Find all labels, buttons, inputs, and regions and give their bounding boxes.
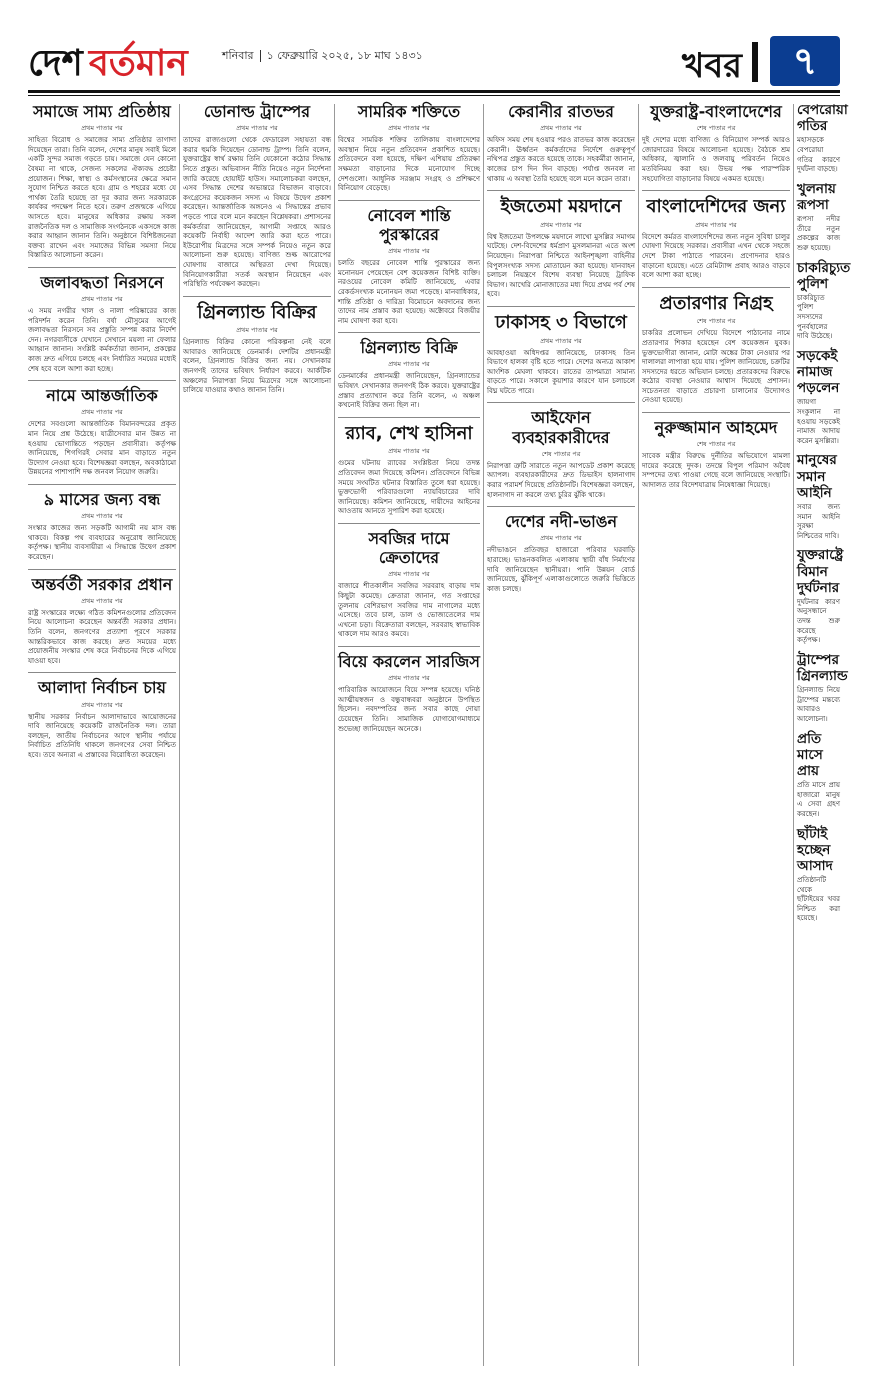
section-title: খবর [682,46,742,86]
continued-label: শেষ পাতার পর [696,440,736,449]
continued-label: প্রথম পাতার পর [81,700,123,709]
story-body: সংস্কার কাজের জন্য সড়কটি আগামী নয় মাস বন্ধ থাকবে। বিকল্প পথ ব্যবহারের অনুরোধ জানিয়েছে কর্তৃপক্ষ। স্থানীয় ব্যবসায়ীরা এ সিদ্ধান্তে উদ্বেগ প্রকাশ করেছেন। [28,524,176,561]
story-body: স্থানীয় সরকার নির্বাচন আলাদাভাবে আয়োজনের দাবি জানিয়েছে কয়েকটি রাজনৈতিক দল। তারা বলছেন, জাতীয় নির্বাচনের আগে স্থানীয় পর্যায়ে নির্বাচিত প্রতিনিধি থাকলে জনগণের সেবা নিশ্চিত হবে। তবে অন্যরা এ প্রস্তাবের বিরোধিতা করেছেন। [28,712,176,759]
story-body: দুর্ঘটনার কারণ অনুসন্ধানে তদন্ত শুরু করেছে কর্তৃপক্ষ। [797,597,840,645]
story-divider [183,296,331,297]
section-divider [752,42,758,82]
story-body: বাজারে শীতকালীন সবজির সরবরাহ বাড়ায় দাম কিছুটা কমেছে। ক্রেতারা জানান, গত সপ্তাহের তুলনায় বেশিরভাগ সবজির দাম নাগালের মধ্যে এসেছে। তবে চাল, ডাল ও ভোজ্যতেলের দাম এখনো চড়া। বিক্রেতারা বলছেন, সরবরাহ স্বাভাবিক থাকলে দাম আরও কমবে। [338,582,480,639]
story-divider [487,402,635,403]
continued-label: প্রথম পাতার পর [388,447,430,456]
story-body: বিশ্বের সামরিক শক্তির তালিকায় বাংলাদেশের অবস্থান নিয়ে নতুন প্রতিবেদন প্রকাশিত হয়েছে। প্রতিবেদনে বলা হয়েছে, দক্ষিণ এশিয়ায় প্রতিরক্ষা সক্ষমতা বাড়ানোর দিকে মনোযোগ দিচ্ছে দেশগুলো। আধুনিক সরঞ্জাম সংগ্রহ ও প্রশিক্ষণে বিনিয়োগ বেড়েছে। [338,136,480,193]
story-headline: ডোনাল্ড ট্রাম্পের [203,102,311,121]
story-headline: চাকরিচ্যুত পুলিশ [797,259,851,292]
story [487,512,635,594]
story-body: চাকরির প্রলোভন দেখিয়ে বিদেশে পাঠানোর নামে প্রতারণার শিকার হয়েছেন বেশ কয়েকজন যুবক। ভুক্তভোগীরা জানান, মোটা অঙ্কের টাকা নেওয়ার পর দালালরা লাপাত্তা হয়ে যায়। পুলিশ জানিয়েছে, চক্রটির সদস্যদের ধরতে অভিযান চলছে। প্রতারকদের বিরুদ্ধে কঠোর ব্যবস্থা নেওয়ার আশ্বাস দিয়েছে প্রশাসন। সচেতনতা বাড়াতে প্রচারণা চালানোর উদ্যোগও নেওয়া হয়েছে। [642,329,790,405]
story [28,102,176,261]
story-body: রাষ্ট্র সংস্কারের লক্ষ্যে গঠিত কমিশনগুলোর প্রতিবেদন নিয়ে আলোচনা করেছেন অন্তর্বর্তী সরকার প্রধান। তিনি বলেন, জনগণের প্রত্যাশা পূরণে সরকার আন্তরিকভাবে কাজ করছে। দ্রুত সময়ের মধ্যে প্রয়োজনীয় সংস্কার শেষ করে নির্বাচনের দিকে এগিয়ে যাওয়া হবে। [28,608,176,665]
column-5 [642,102,790,1367]
story [797,547,844,646]
story-divider [487,506,635,507]
story-headline: অন্তর্বর্তী সরকার প্রধান [31,574,173,594]
story [797,259,851,342]
story [28,678,176,760]
story-body: গুমের ঘটনায় র‌্যাবের সংশ্লিষ্টতা নিয়ে তদন্ত প্রতিবেদন জমা দিয়েছে কমিশন। প্রতিবেদনে বিভিন্ন সময়ে সংঘটিত ঘটনার বিস্তারিত তুলে ধরা হয়েছে। ভুক্তভোগী পরিবারগুলো ন্যায়বিচারের দাবি জানিয়েছে। কমিশন জানিয়েছে, দায়ীদের আইনের আওতায় আনতে সুপারিশ করা হয়েছে। [338,459,480,516]
column-4 [487,102,635,1367]
masthead [0,0,870,96]
story-body: এ সময় নগরীর খাল ও নালা পরিষ্কারের কাজ পরিদর্শন করেন তিনি। বর্ষা মৌসুমের আগেই জলাবদ্ধতা নিরসনে সব প্রস্তুতি সম্পন্ন করার নির্দেশ দেন। নগরবাসীকে যেখানে সেখানে ময়লা না ফেলার আহ্বান জানান। সংশ্লিষ্ট কর্মকর্তারা জানান, প্রকল্পের কাজ দ্রুত এগিয়ে চলছে এবং নির্ধারিত সময়ের মধ্যেই শেষ হবে বলে আশা করা হচ্ছে। [28,307,176,373]
story-body: পারিবারিক আয়োজনে বিয়ে সম্পন্ন হয়েছে। ঘনিষ্ঠ আত্মীয়স্বজন ও বন্ধুবান্ধবরা অনুষ্ঠানে উপস্থিত ছিলেন। নবদম্পতির জন্য সবার কাছে দোয়া চেয়েছেন তিনি। সামাজিক যোগাযোগমাধ্যমে শুভেচ্ছা জানিয়েছেন অনেকে। [338,686,480,733]
story [642,102,790,184]
story-body: মহাসড়কে বেপরোয়া গতির কারণে দুর্ঘটনা বাড়ছে। [797,136,840,174]
story-body: চাকরিচ্যুত পুলিশ সদস্যদের পুনর্বহালের দাবি উঠেছে। [797,293,833,341]
story-headline: সড়কেই নামাজ পড়লেন [797,347,840,397]
story [183,102,331,290]
story-headline: বিয়ে করলেন সারজিস [338,651,480,671]
story-headline: আইফোন ব্যবহারকারীদের [512,408,610,447]
newspaper-logo [28,40,188,82]
masthead-rule [28,90,840,93]
column-3 [338,102,480,1367]
story-divider [487,306,635,307]
story-divider [642,190,790,191]
story [338,206,480,327]
story-headline: মানুষের সমান আইনি [797,452,837,501]
story-headline: গ্রিনল্যান্ড বিক্রির [197,301,317,323]
story-divider [338,332,480,333]
story-divider [338,417,480,418]
story-headline: ঢাকাসহ ৩ বিভাগে [495,311,627,333]
story-body: বিদেশে কর্মরত বাংলাদেশিদের জন্য নতুন সুবিধা চালুর ঘোষণা দিয়েছে সরকার। প্রবাসীরা এখন থেকে সহজে দেশে টাকা পাঠাতে পারবেন। প্রণোদনার হারও বাড়ানো হয়েছে। এতে রেমিট্যান্স প্রবাহ আরও বাড়বে বলে আশা করা হচ্ছে। [642,232,790,280]
logo-part2: বর্তমান [88,43,188,84]
story [338,423,480,517]
story-headline: সবজির দামে ক্রেতাদের [368,529,450,568]
continued-label: প্রথম পাতার পর [388,570,430,579]
story [28,490,176,563]
story-body: সাহিত্য বিরোধ ও সমাজের সাম্য প্রতিষ্ঠার তাগাদা দিয়েছেন তারা। তিনি বলেন, দেশের মানুষ সবাই মিলে একটি সুন্দর সমাজ গড়তে চায়। সমাজে যেন কোনো বৈষম্য না থাকে, সেজন্য সকলের ঐক্যবদ্ধ প্রচেষ্টা প্রয়োজন। শিক্ষা, স্বাস্থ্য ও কর্মসংস্থানের ক্ষেত্রে সমান সুযোগ নিশ্চিত করতে হবে। গ্রাম ও শহরের মধ্যে যে পার্থক্য তৈরি হয়েছে তা দূর করার জন্য সরকারকে কার্যকর পদক্ষেপ নিতে হবে। তরুণ প্রজন্মকে এগিয়ে আসতে হবে। মানুষের অধিকার রক্ষায় সকল রাজনৈতিক দল ও সামাজিক সংগঠনকে একসঙ্গে কাজ করার আহ্বান জানান তিনি। অনুষ্ঠানে বিশিষ্টজনেরা বক্তব্য রাখেন এবং সমাজের বিভিন্ন সমস্যা নিয়ে বিস্তারিত আলোচনা করেন। [28,136,176,260]
story-headline: ৯ মাসের জন্য বন্ধ [43,490,161,509]
story-headline: নুরুজ্জামান আহমেদ [654,418,778,438]
story [487,196,635,300]
story [338,338,480,411]
story-body: প্রতিষ্ঠানটি থেকে ছাঁটাইয়ের খবর নিশ্চিত করা হয়েছে। [797,876,840,923]
story-divider [338,523,480,524]
column-2 [183,102,331,1367]
continued-label: প্রথম পাতার পর [540,220,582,229]
story [338,652,480,734]
story [797,102,848,175]
story-headline: নোবেল শান্তি পুরস্কারের [367,205,451,244]
story-body: প্রতি মাসে প্রায় হাজারো মানুষ এ সেবা গ্রহণ করছেন। [797,781,840,818]
story-headline: খুলনায় রূপসা [797,180,836,213]
story-body: জায়গা সংকুলান না হওয়ায় সড়কেই নামাজ আদায় করেন মুসল্লিরা। [797,398,840,445]
column-rule [638,104,639,1366]
continued-label: প্রথম পাতার পর [236,326,278,335]
story-body: চলতি বছরের নোবেল শান্তি পুরস্কারের জন্য মনোনয়ন পেয়েছেন বেশ কয়েকজন বিশিষ্ট ব্যক্তি। নরওয়ের নোবেল কমিটি জানিয়েছে, এবার রেকর্ডসংখ্যক মনোনয়ন জমা পড়েছে। মানবাধিকার, শান্তি প্রতিষ্ঠা ও দারিদ্র্য বিমোচনে অবদানের জন্য তাদের নাম প্রস্তাব করা হয়েছে। অক্টোবরে বিজয়ীর নাম ঘোষণা করা হবে। [338,259,480,325]
story [487,408,635,500]
column-rule [334,104,335,1366]
story-body: নিরাপত্তা ত্রুটি সারাতে নতুন আপডেট প্রকাশ করেছে অ্যাপল। ব্যবহারকারীদের দ্রুত ডিভাইস হালনাগাদ করার পরামর্শ দিয়েছে প্রতিষ্ঠানটি। বিশেষজ্ঞরা বলছেন, হালনাগাদ না করলে তথ্য চুরির ঝুঁকি থাকে। [487,461,635,499]
story [642,196,790,281]
day-label: শনিবার [222,49,254,62]
continued-label: শেষ পাতার পর [696,124,736,133]
continued-label: প্রথম পাতার পর [81,512,123,521]
story [338,529,480,640]
story-body: ডেনমার্কের প্রধানমন্ত্রী জানিয়েছেন, গ্রিনল্যান্ডের ভবিষ্যৎ সেখানকার জনগণই ঠিক করবে। যুক্তরাষ্ট্রের প্রস্তাব প্রত্যাখ্যান করে তিনি বলেন, এ অঞ্চল কখনোই বিক্রির জন্য ছিল না। [338,372,480,410]
story-headline: গ্রিনল্যান্ড বিক্রি [360,338,458,358]
page-number-badge: ৭ [770,36,840,86]
story-divider [338,200,480,201]
story-headline: প্রতি মাসে প্রায় [797,730,823,779]
column-6 [797,102,851,1367]
story-headline: জলাবদ্ধতা নিরসনে [40,272,164,292]
story [797,348,840,447]
continued-label: প্রথম পাতার পর [236,124,278,133]
story-headline: বাংলাদেশিদের জন্য [646,196,786,218]
story [28,273,176,374]
column-rule [793,104,794,1366]
story-headline: যুক্তরাষ্ট্রে বিমান দুর্ঘটনার [797,547,844,596]
masthead-rule-thin [28,95,840,96]
dateline-divider [260,50,261,62]
story-divider [28,380,176,381]
story-headline: কেরানীর রাতভর [508,102,614,121]
story-body: আবহাওয়া অধিদপ্তর জানিয়েছে, ঢাকাসহ তিন বিভাগে হালকা বৃষ্টি হতে পারে। দেশের অন্যত্র আকাশ আংশিক মেঘলা থাকবে। রাতের তাপমাত্রা সামান্য বাড়তে পারে। সকালে কুয়াশার কারণে যান চলাচলে বিঘ্ন ঘটতে পারে। [487,348,635,395]
story-headline: প্রতারণার নিগ্রহ [659,292,773,314]
story [797,826,840,925]
story [487,312,635,397]
continued-label: প্রথম পাতার পর [388,360,430,369]
story-headline: সমাজে সাম্য প্রতিষ্ঠায় [33,102,171,121]
continued-label: শেষ পাতার পর [696,317,736,326]
story-body: অফিস সময় শেষ হওয়ার পরও রাতভর কাজ করেছেন কেরানী। ঊর্ধ্বতন কর্মকর্তাদের নির্দেশে গুরুত্বপূর্ণ নথিপত্র প্রস্তুত করতে হয়েছে তাকে। সহকর্মীরা জানান, কাজের চাপ দিন দিন বাড়ছে। পর্যাপ্ত জনবল না থাকায় এ অবস্থা তৈরি হয়েছে বলে মনে করেন তারা। [487,136,635,183]
story-divider [487,190,635,191]
story-headline: সামরিক শক্তিতে [357,102,461,121]
continued-label: প্রথম পাতার পর [81,124,123,133]
story-body: সাবেক মন্ত্রীর বিরুদ্ধে দুর্নীতির অভিযোগে মামলা দায়ের করেছে দুদক। তদন্তে বিপুল পরিমাণ অবৈধ সম্পদের তথ্য পাওয়া গেছে বলে জানিয়েছে সংস্থাটি। আদালত তার বিদেশযাত্রায় নিষেধাজ্ঞা দিয়েছে। [642,452,790,490]
story-body: বিশ্ব ইজতেমা উপলক্ষে ময়দানে লাখো মুসল্লির সমাগম ঘটেছে। দেশ-বিদেশের ধর্মপ্রাণ মুসলমানরা এতে অংশ নিয়েছেন। নিরাপত্তা নিশ্চিতে আইনশৃঙ্খলা বাহিনীর বিপুলসংখ্যক সদস্য মোতায়েন করা হয়েছে। যানবাহন চলাচল নিয়ন্ত্রণে বিশেষ ব্যবস্থা নিয়েছে ট্রাফিক বিভাগ। আখেরি মোনাজাতের মধ্য দিয়ে প্রথম পর্ব শেষ হবে। [487,232,636,299]
story-body: গ্রিনল্যান্ড নিয়ে ট্রাম্পের মন্তব্যে আবারও আলোচনা। [797,686,840,723]
column-1 [28,102,176,1367]
story-body: নদীভাঙনে প্রতিবছর হাজারো পরিবার ঘরবাড়ি হারাচ্ছে। ভাঙনকবলিত এলাকায় স্থায়ী বাঁধ নির্মাণের দাবি জানিয়েছেন স্থানীয়রা। পানি উন্নয়ন বোর্ড জানিয়েছে, ঝুঁকিপূর্ণ এলাকাগুলোতে জরুরি ভিত্তিতে কাজ চলছে। [487,546,635,593]
story-headline: যুক্তরাষ্ট্র-বাংলাদেশের [650,102,782,121]
story-divider [338,646,480,647]
continued-label: প্রথম পাতার পর [388,247,430,256]
story-divider [28,484,176,485]
story-headline: ইজতেমা ময়দানে [500,196,622,218]
story-divider [642,412,790,413]
story [642,293,790,406]
continued-label: শেষ পাতার পর [541,449,581,458]
story [487,102,635,184]
continued-label: প্রথম পাতার পর [540,336,582,345]
story [797,452,840,541]
story-headline: আলাদা নির্বাচন চায় [38,678,166,698]
date-label: ১ ফেব্রুয়ারি ২০২৫, ১৮ মাঘ ১৪৩১ [266,49,423,62]
story-body: দুই দেশের মধ্যে বাণিজ্য ও বিনিয়োগ সম্পর্ক আরও জোরদারের বিষয়ে আলোচনা হয়েছে। বৈঠকে শ্রম অধিকার, জ্বালানি ও জলবায়ু পরিবর্তন নিয়েও মতবিনিময় করা হয়। উভয় পক্ষ পারস্পরিক সহযোগিতা বাড়ানোর বিষয়ে একমত হয়েছে। [642,136,790,183]
continued-label: প্রথম পাতার পর [81,596,123,605]
column-rule [483,104,484,1366]
continued-label: প্রথম পাতার পর [695,220,737,229]
story-headline: নামে আন্তর্জাতিক [46,386,158,406]
story-body: তাদের রাজ্যগুলো থেকে ফেডারেল সহায়তা বন্ধ করার হুমকি দিয়েছেন ডোনাল্ড ট্রাম্প। তিনি বলেন, যুক্তরাষ্ট্রের স্বার্থ রক্ষায় তিনি যেকোনো কঠোর সিদ্ধান্ত নিতে প্রস্তুত। অভিবাসন নীতি নিয়েও নতুন নির্দেশনা জারি করেছে হোয়াইট হাউস। সমালোচকরা বলছেন, এসব সিদ্ধান্ত দেশের অভ্যন্তরে বিভাজন বাড়াবে। কংগ্রেসের কয়েকজন সদস্য এ বিষয়ে উদ্বেগ প্রকাশ করেছেন। আন্তর্জাতিক অঙ্গনেও এ সিদ্ধান্তের প্রভাব পড়তে পারে বলে মনে করছেন বিশ্লেষকরা। প্রশাসনের কর্মকর্তারা জানিয়েছেন, আগামী সপ্তাহে আরও কয়েকটি নির্বাহী আদেশ জারি করা হতে পারে। ইউরোপীয় মিত্রদের সঙ্গে সম্পর্ক নিয়েও নতুন করে আলোচনা শুরু হয়েছে। বাণিজ্য শুল্ক আরোপের ঘোষণায় বাজারে অস্থিরতা দেখা দিয়েছে। বিনিয়োগকারীরা সতর্ক অবস্থান নিয়েছেন এবং পরিস্থিতি পর্যবেক্ষণ করছেন। [183,136,331,289]
story [183,302,331,396]
story [797,731,840,820]
story-headline: ট্রাম্পের গ্রিনল্যান্ড [797,651,848,685]
story-body: রূপসা নদীর তীরে নতুন প্রকল্পের কাজ শুরু হয়েছে। [797,215,840,252]
logo-part1: দেশ [28,43,83,84]
story-divider [28,672,176,673]
continued-label: প্রথম পাতার পর [540,124,582,133]
story-body: সবার জন্য সমান আইনি সুরক্ষা নিশ্চিতের দাবি। [797,502,840,540]
story-divider [28,267,176,268]
story [28,575,176,667]
story-divider [642,287,790,288]
continued-label: প্রথম পাতার পর [81,408,123,417]
continued-label: প্রথম পাতার পর [388,124,430,133]
story [338,102,480,194]
story [797,651,848,725]
story [797,181,840,254]
story-divider [28,569,176,570]
story-headline: দেশের নদী-ভাঙন [504,512,618,532]
story-headline: ছাঁটাই হচ্ছেন আসাদ [797,825,833,874]
dateline [222,47,423,66]
story-body: দেশের সবগুলো আন্তর্জাতিক বিমানবন্দরের প্রকৃত মান নিয়ে প্রশ্ন উঠেছে। যাত্রীসেবার মান উন্নত না হওয়ায় ভোগান্তিতে পড়ছেন প্রবাসীরা। কর্তৃপক্ষ জানিয়েছে, শিগগিরই সেবার মান বাড়াতে নতুন উদ্যোগ নেওয়া হবে। বিশেষজ্ঞরা বলছেন, অবকাঠামো উন্নয়নের পাশাপাশি দক্ষ জনবল নিয়োগ জরুরি। [28,420,176,477]
continued-label: প্রথম পাতার পর [388,674,430,683]
story-body: গ্রিনল্যান্ড বিক্রির কোনো পরিকল্পনা নেই বলে আবারও জানিয়েছে ডেনমার্ক। দেশটির প্রধানমন্ত্রী বলেন, গ্রিনল্যান্ড বিক্রির জন্য নয়। সেখানকার জনগণই তাদের ভবিষ্যৎ নির্ধারণ করবে। আর্কটিক অঞ্চলের নিরাপত্তা নিয়ে মিত্রদের সঙ্গে আলোচনা চালিয়ে যাওয়ার কথাও জানান তিনি। [183,338,331,395]
column-rule [179,104,180,1366]
story [28,386,176,478]
continued-label: প্রথম পাতার পর [81,295,123,304]
story [642,418,790,491]
story-headline: বেপরোয়া গতির [797,102,848,135]
continued-label: প্রথম পাতার পর [540,534,582,543]
story-headline: র‌্যাব, শেখ হাসিনা [345,422,473,444]
